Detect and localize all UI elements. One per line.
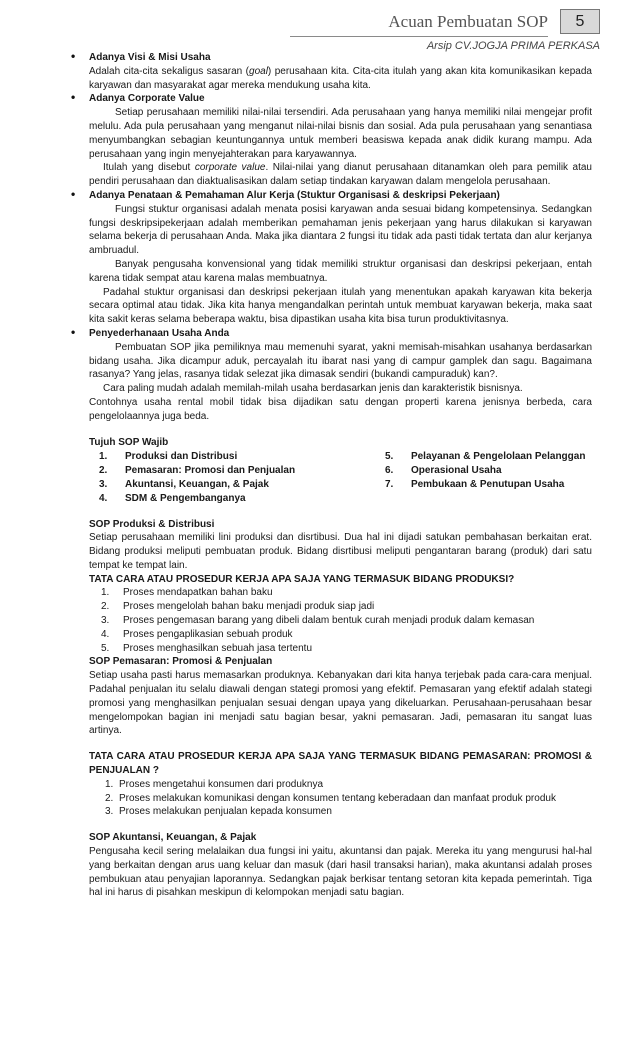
text-run-italic: goal [249,65,268,77]
list-number: 1. [99,451,108,463]
list-label: Proses mengetahui konsumen dari produknya [119,778,324,790]
tujuh-sop-right-column [385,450,592,505]
pemasaran-prosedur-title: TATA CARA ATAU PROSEDUR KERJA APA SAJA YANG TERMASUK BIDANG PEMASARAN: PROMOSI & PENJUALAN ? [89,751,592,777]
list-label: Proses melakukan komunikasi dengan konsumen tentang keberadaan dan manfaat produk produk [119,792,556,804]
list-number: 3. [101,615,110,627]
list-label: Pembukaan & Penutupan Usaha [410,478,565,490]
text-run: ) perusahaan kita. Cita-cita itulah yang akan kita komunikasikan kepada karyawan dan masyarakat agar mereka mendukung usaha kita. [89,65,592,91]
list-number: 2. [105,792,114,804]
list-label: Produksi dan Distribusi [125,451,238,463]
list-number: 3. [99,478,108,490]
sop-akuntansi-title: SOP Akuntansi, Keuangan, & Pajak [89,832,257,844]
section-visi-text [89,65,592,93]
list-item [105,778,592,792]
section-penyederhanaan-text-1: Pembuatan SOP jika pemiliknya mau memenuhi syarat, yakni memisah-misahkan usahanya berdasarkan bidang usaha. Jika dicampur aduk, percayalah itu ibarat nasi yang di campur gamplek dan sagu. Bagaimana rasanya? Yang jelas, rasanya tidak selezat jika dimasak sendiri (bukandi campuraduk) kan?. [89,341,592,381]
section-struktur-text-3: Padahal stuktur organisasi dan deskripsi pekerjaan itulah yang menentukan apakah karyawan kita bekerja secara optimal atau tidak. Jika kita hanya mengandalkan perintah untuk membuat karyawan bekerja, maka saat kita sakit keras selama beberapa waktu, bisa dipastikan usaha kita bisa turun produktivitasnya. [89,286,592,326]
section-struktur-text-1: Fungsi stuktur organisasi adalah menata posisi karyawan anda sesuai bidang kompetensinya. Sedangkan fungsi deskripsipekerjaan adalah memberikan pemahaman jenis pekerjaan yang harus dilakukan si karyawan selama bekerja di perusahaan Anda. Maka jika diantara 2 fungsi itu tidak ada pasti tidak tertata dan alur kerjanya ambruadul. [89,203,592,257]
list-number: 2. [101,601,110,613]
list-number: 5. [384,451,394,463]
section-penyederhanaan-text-2: Cara paling mudah adalah memilah-milah usaha berdasarkan jenis dan karakteristik bisnisnya. [103,383,523,395]
list-number: 2. [99,465,108,477]
text-run: . Nilai-nilai yang dianut perusahaan ditanamkan oleh para pemilik atau pendiri perusahaan dan diaktualisasikan dalam setiap tindakan karyawan dalam mengelola perusahaan. [89,162,592,188]
list-item [99,450,385,464]
list-item [101,642,592,656]
page-content [89,51,592,900]
tujuh-sop-title: Tujuh SOP Wajib [89,436,169,448]
sop-pemasaran-text: Setiap usaha pasti harus memasarkan produknya. Kebanyakan dari kita hanya terjebak pada cara-cara menjual. Padahal penjualan itu selalu diawali dengan stategi promosi yang efektif. Pemasaran yang efektif adalah stategi promosi yang menghasilkan penjualan sesuai dengan upaya yang dikeluarkan. Perusahaan-perusahaan besar mengelompokan bagian ini menjadi satu bagian besar, yakni pemasaran. Jadi, pemasaran itu sangat luas artinya. [89,670,592,737]
list-label: Proses pengaplikasian sebuah produk [123,628,293,640]
section-visi-title: • Adanya Visi & Misi Usaha [89,51,592,65]
section-value-text-2 [89,161,592,189]
list-number: 7. [384,478,394,490]
list-label: Akuntansi, Keuangan, & Pajak [125,478,269,490]
sop-pemasaran-title: SOP Pemasaran: Promosi & Penjualan [89,656,273,668]
tujuh-sop-list [89,450,592,505]
section-value-title: • Adanya Corporate Value [89,92,592,106]
list-item [101,614,592,628]
list-item [101,586,592,600]
section-penyederhanaan-title: • Penyederhanaan Usaha Anda [89,327,592,341]
list-label: Proses mendapatkan bahan baku [123,587,273,599]
text-run: Adalah cita-cita sekaligus sasaran ( [89,65,250,77]
list-item [385,478,592,492]
text-run-italic: corporate value [194,162,266,174]
document-title: Acuan Pembuatan SOP [388,12,548,31]
tujuh-sop-left-column [89,450,385,505]
list-number: 3. [105,806,114,818]
list-item [101,628,592,642]
produksi-prosedur-title: TATA CARA ATAU PROSEDUR KERJA APA SAJA YANG TERMASUK BIDANG PRODUKSI? [89,573,515,585]
list-label: SDM & Pengembanganya [125,492,246,504]
page-number: 5 [560,9,600,34]
header-divider [290,36,548,37]
sop-produksi-title: SOP Produksi & Distribusi [89,518,215,530]
list-label: Pemasaran: Promosi dan Penjualan [125,465,296,477]
section-struktur-title: • Adanya Penataan & Pemahaman Alur Kerja (Stuktur Organisasi & deskripsi Pekerjaan) [89,189,592,203]
list-item [105,792,592,806]
list-item [385,450,592,464]
section-penyederhanaan-text-3: Contohnya usaha rental mobil tidak bisa dijadikan satu dengan properti karena jenisnya berbeda, cara pengelolaannya juga beda. [89,396,592,422]
list-number: 1. [105,778,114,790]
list-item [99,492,385,506]
list-label: Proses melakukan penjualan kepada konsumen [119,806,332,818]
section-struktur-text-2: Banyak pengusaha konvensional yang tidak memiliki struktur organisasi dan deskripsi pekerjaan, entah karena tidak sempat atau karena malas membuatnya. [89,258,592,284]
list-number: 5. [101,642,110,654]
list-item [105,805,592,819]
pemasaran-prosedur-list [89,778,592,819]
page-header [200,6,600,50]
list-number: 1. [101,587,110,599]
list-item [101,600,592,614]
list-label: Operasional Usaha [410,465,502,477]
list-label: Proses mengelolah bahan baku menjadi produk siap jadi [123,601,375,613]
list-number: 6. [384,465,394,477]
text-run: Itulah yang disebut [103,162,195,174]
section-value-text-1: Setiap perusahaan memiliki nilai-nilai tersendiri. Ada perusahaan yang hanya memiliki nilai mengejar profit melulu. Ada pula perusahaan yang menganut nilai-nilai bisnis dan sosial. Ada pula perusahaan yang senantiasa menyumbangkan sebagian keuntungannya untuk memberi beasiswa kepada anak didik kurang mampu. Ada perusahaan yang ingin menyejahterakan para karyawannya. [89,107,592,160]
list-number: 4. [101,628,110,640]
list-label: Proses menghasilkan sebuah jasa tertentu [123,642,313,654]
list-label: Pelayanan & Pengelolaan Pelanggan [410,451,586,463]
list-number: 4. [99,492,108,504]
document-subtitle: Arsip CV.JOGJA PRIMA PERKASA [426,40,600,52]
list-item [385,464,592,478]
list-item [99,464,385,478]
produksi-prosedur-list [89,586,592,655]
sop-akuntansi-text: Pengusaha kecil sering melalaikan dua fungsi ini yaitu, akuntansi dan pajak. Mereka itu yang mengurusi hal-hal yang berkaitan dengan arus uang keluar dan masuk (dari hasil transaksi harian), maka akuntansi adalah proses pembukuan atau penyajian laporannya. Sedangkan pajak berkisar tentang setoran kita kepada pemerintah. Tiga hal ini harus di pisahkan meskipun di kelompokan menjadi satu bagian. [89,846,592,899]
list-label: Proses pengemasan barang yang dibeli dalam bentuk curah menjadi produk dalam kemasan [123,615,535,627]
sop-produksi-text: Setiap perusahaan memiliki lini produksi dan disrtibusi. Dua hal ini dijadi satukan pembahasan berkaitan erat. Bidang produksi meliputi pembuatan produk. Bidang disrtibusi meliputi pengantaran barang (produk) dari satu tempat ke tempat lain. [89,532,592,571]
list-item [99,478,385,492]
